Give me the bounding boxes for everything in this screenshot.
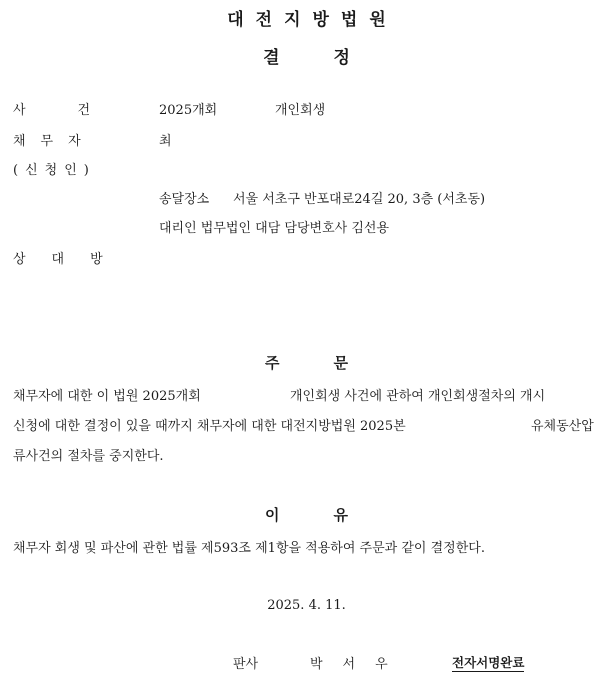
- order-line-1b: 개인회생 사건에 관하여 개인회생절차의 개시: [290, 389, 546, 404]
- judge-title: 판사: [233, 657, 259, 672]
- service-address-label: 송달장소: [159, 192, 210, 207]
- case-number: 2025개회: [159, 103, 218, 118]
- counterparty-label: 상대방: [13, 252, 129, 267]
- judge-name: 박서우: [310, 657, 408, 672]
- order-line-3: 류사건의 절차를 중지한다.: [13, 449, 164, 464]
- order-line-2b: 유체동산압: [531, 419, 594, 434]
- debtor-name: 최: [159, 134, 172, 149]
- case-name: 개인회생: [275, 103, 326, 118]
- reason-heading: 이유: [265, 506, 402, 524]
- order-line-2a: 신청에 대한 결정이 있을 때까지 채무자에 대한 대전지방법원 2025본: [13, 419, 406, 434]
- document-title: 결정: [263, 48, 404, 68]
- debtor-label: 채무자: [13, 134, 96, 149]
- reason-text: 채무자 회생 및 파산에 관한 법률 제593조 제1항을 적용하여 주문과 같이 결정한다.: [13, 541, 485, 556]
- order-heading: 주문: [265, 354, 402, 372]
- legal-agent: 대리인 법무법인 대담 담당변호사 김선용: [159, 221, 390, 236]
- applicant-label: (신청인): [13, 163, 96, 178]
- electronic-signature-seal: 전자서명완료: [452, 655, 525, 670]
- court-name: 대전지방법원: [227, 10, 398, 30]
- order-line-1a: 채무자에 대한 이 법원 2025개회: [13, 389, 201, 404]
- decision-date: 2025. 4. 11.: [267, 598, 346, 613]
- service-address: 서울 서초구 반포대로24길 20, 3층 (서초동): [233, 192, 486, 207]
- case-label: 사건: [13, 103, 143, 118]
